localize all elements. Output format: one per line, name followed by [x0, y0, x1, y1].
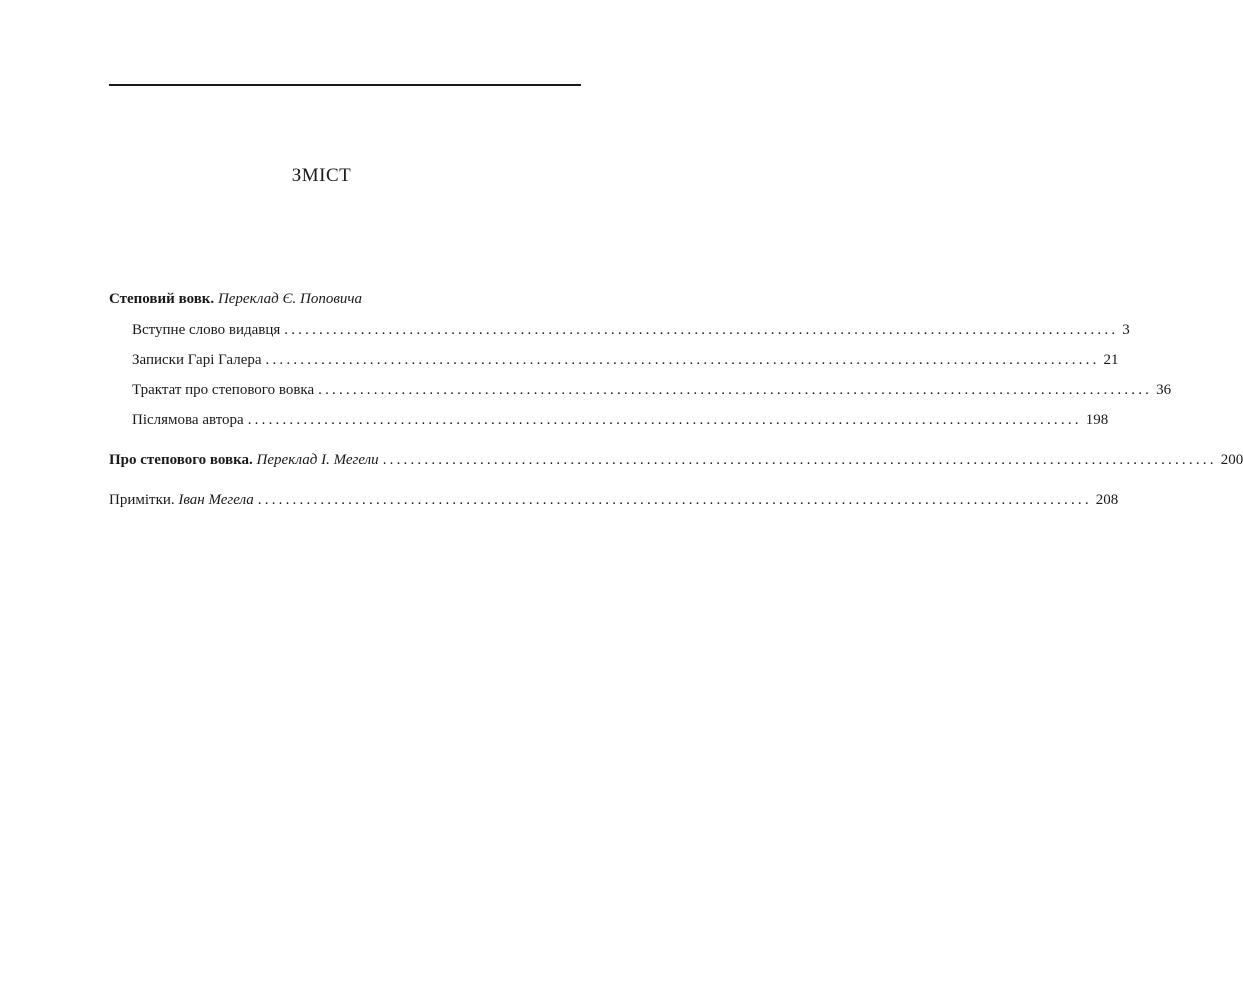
toc-notes-title: Примітки. [109, 492, 175, 508]
toc-entry-page: 36 [1156, 382, 1172, 398]
toc-part-1-translator: Переклад Є. Поповича [217, 291, 362, 307]
toc-entry-page: 208 [1095, 492, 1119, 508]
dot-leader: ........................................................................................................................ [265, 352, 1100, 368]
toc-part-1-heading[interactable] [109, 288, 581, 310]
toc-entry-page: 200 [1220, 452, 1243, 468]
toc-part-2-translator: Переклад І. Мегели [256, 452, 379, 468]
toc-entry-label: Вступне слово видавця [132, 322, 281, 338]
toc-entry-label: Записки Гарі Галера [132, 352, 262, 368]
toc-entry-foreword[interactable] [109, 319, 1130, 341]
dot-leader: ........................................................................................................................ [382, 452, 1217, 468]
toc-part-2[interactable] [109, 449, 1243, 471]
toc-entry-treatise[interactable] [109, 379, 1172, 401]
table-of-contents [109, 288, 1243, 511]
dot-leader: ........................................................................................................................ [247, 412, 1082, 428]
dot-leader: ........................................................................................................................ [284, 322, 1119, 338]
page-title: ЗМІСТ [291, 165, 352, 186]
toc-part-2-title: Про степового вовка. [109, 452, 253, 468]
toc-part-1-title: Степовий вовк. [109, 291, 215, 307]
toc-entry-page: 21 [1103, 352, 1119, 368]
top-rule [109, 84, 581, 86]
toc-entry-page: 198 [1085, 412, 1109, 428]
toc-notes-heading [109, 489, 254, 511]
toc-notes-author: Іван Мегела [178, 492, 254, 508]
toc-entry-label: Післямова автора [132, 412, 244, 428]
toc-entry-harry-haller-notes[interactable] [109, 349, 1119, 371]
toc-notes[interactable] [109, 489, 1119, 511]
toc-entry-page: 3 [1122, 322, 1130, 338]
toc-entry-afterword[interactable] [109, 409, 1109, 431]
dot-leader: ........................................................................................................................ [257, 492, 1092, 508]
dot-leader: ........................................................................................................................ [318, 382, 1153, 398]
toc-part-2-heading [109, 449, 379, 471]
toc-entry-label: Трактат про степового вовка [132, 382, 315, 398]
